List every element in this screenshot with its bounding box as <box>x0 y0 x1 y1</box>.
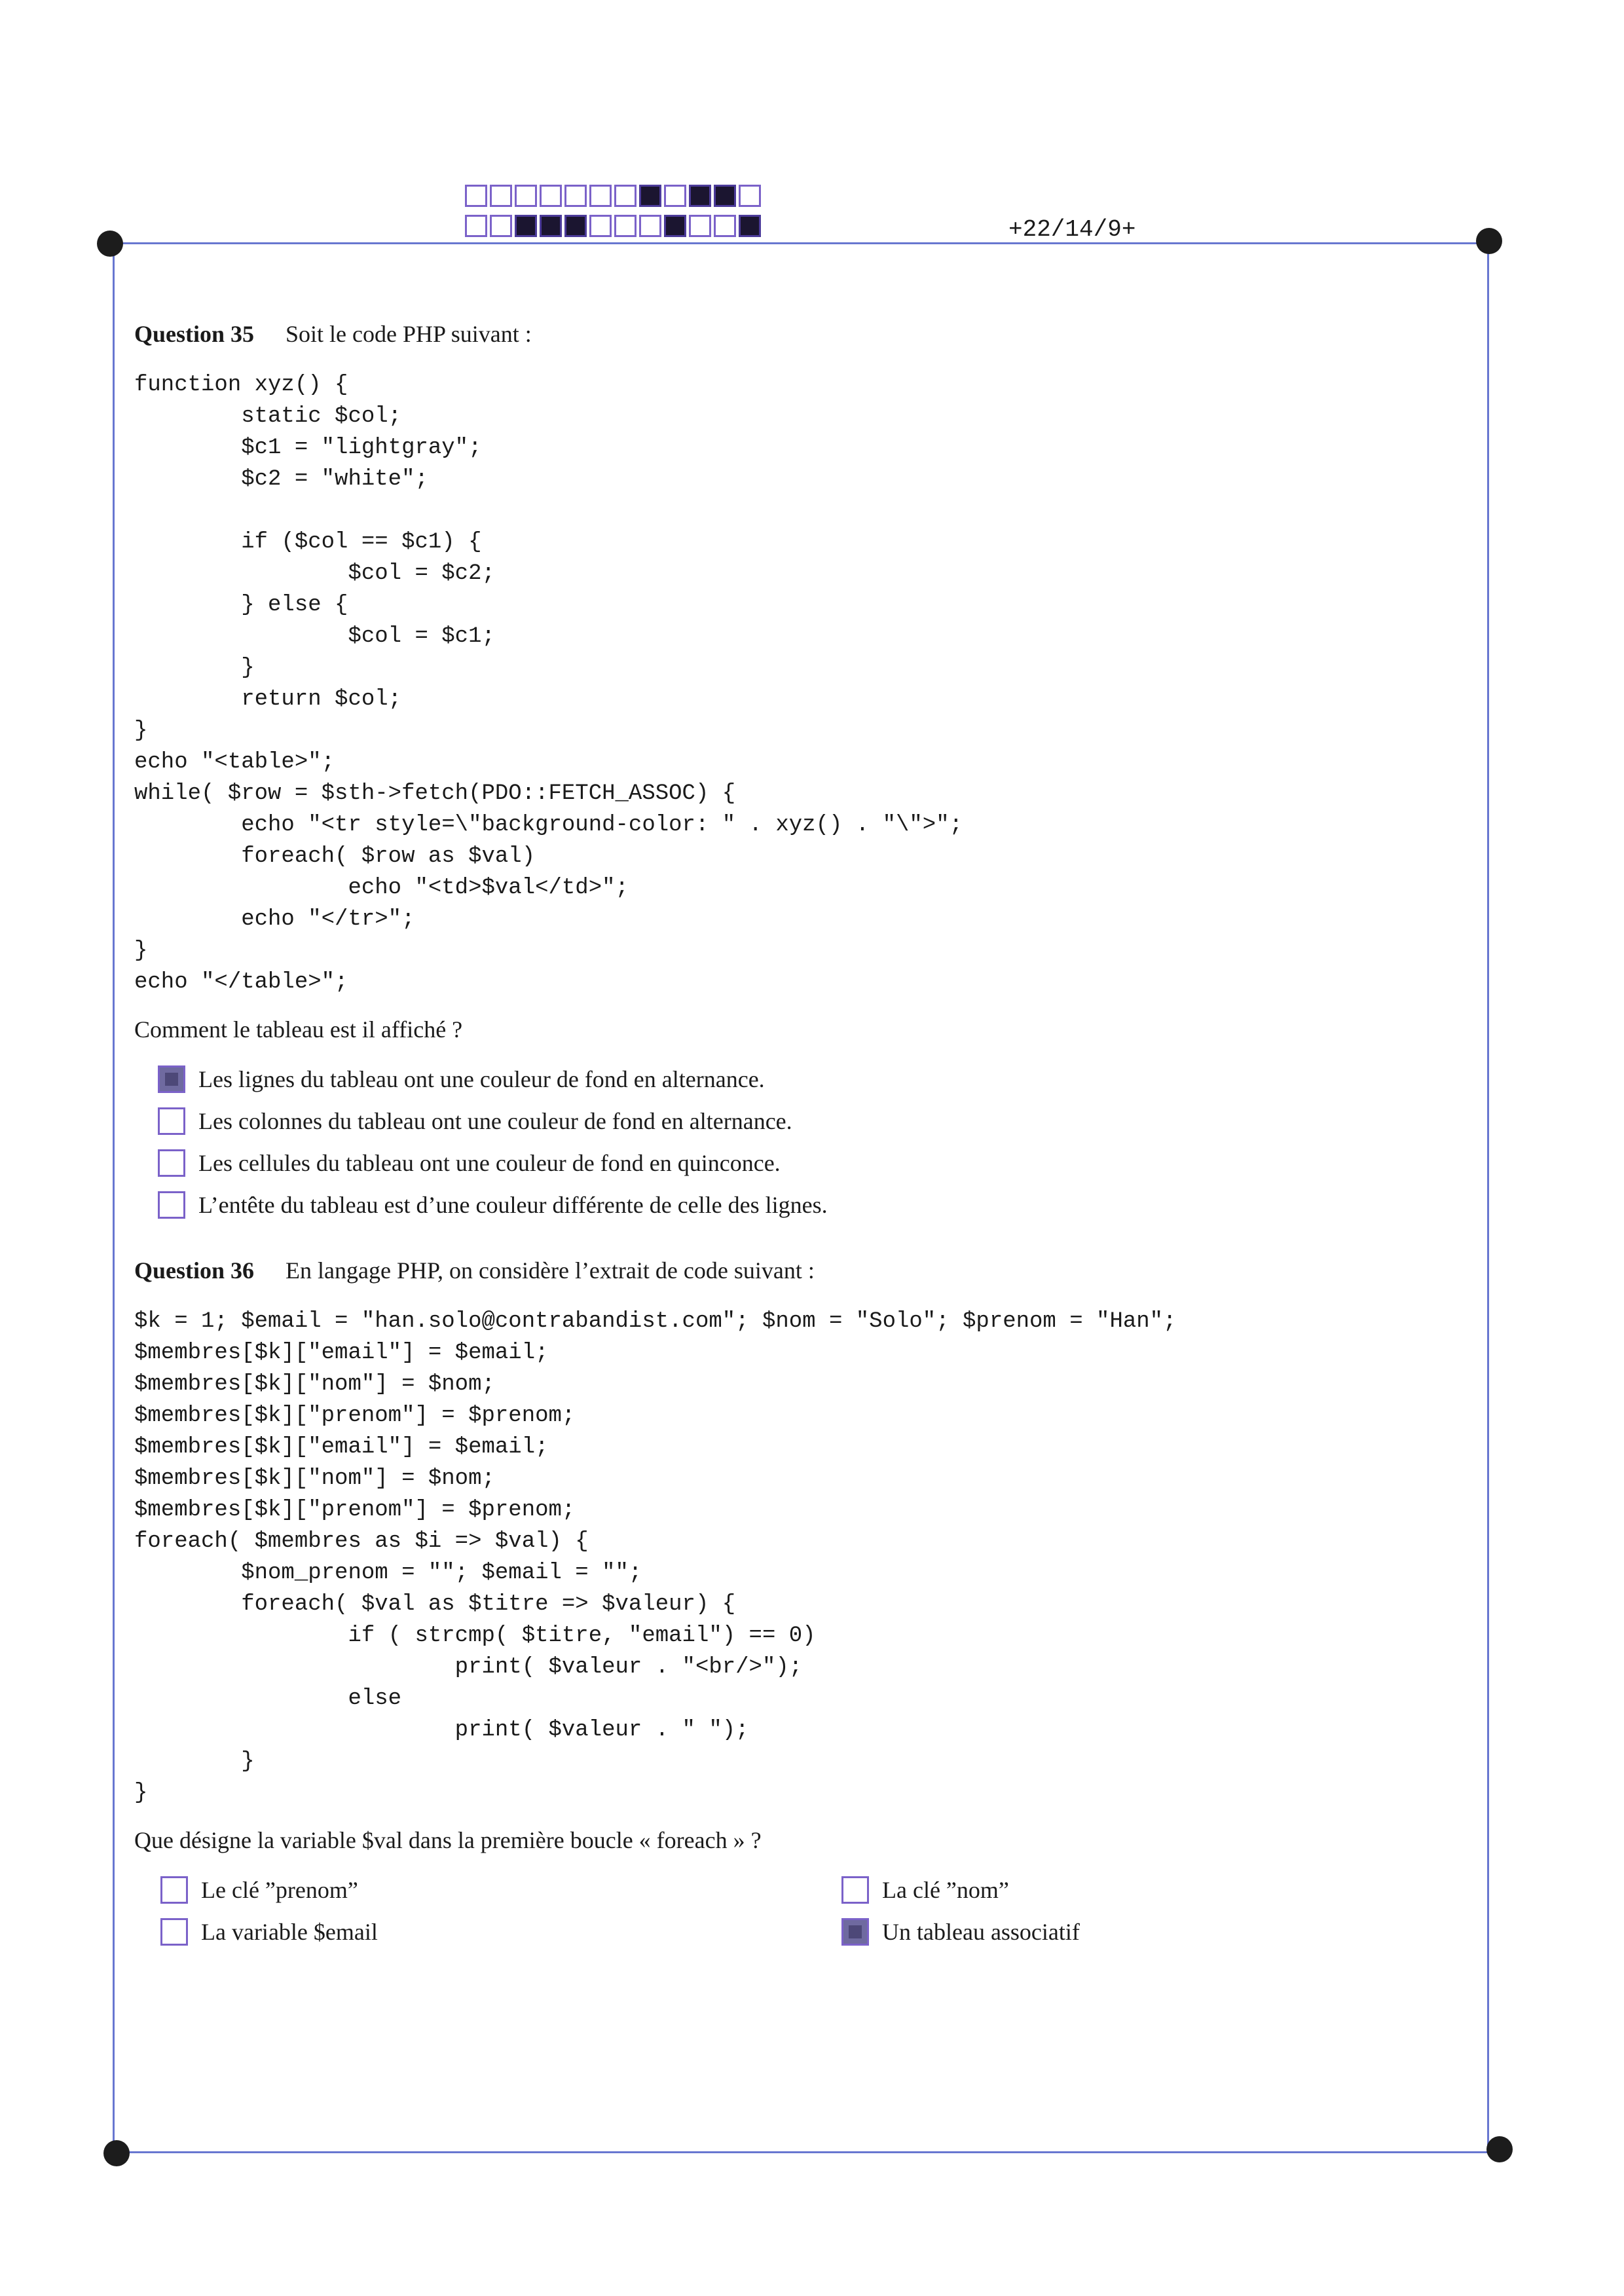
corner-marker-top-right <box>1476 228 1502 254</box>
question-36-intro: En langage PHP, on considère l’extrait de code suivant : <box>286 1257 815 1284</box>
answer-text: Un tableau associatif <box>882 1919 1080 1945</box>
answer-checkbox[interactable] <box>841 1918 869 1946</box>
question-36-prompt: Que désigne la variable $val dans la première boucle « foreach » ? <box>134 1827 762 1853</box>
id-code-box <box>664 215 686 237</box>
answer-text: L’entête du tableau est d’une couleur différente de celle des lignes. <box>198 1192 828 1218</box>
answer-text: Les cellules du tableau ont une couleur de fond en quinconce. <box>198 1150 781 1176</box>
corner-marker-top-left <box>97 231 123 257</box>
id-code-box <box>490 185 512 207</box>
answer-item[interactable] <box>841 1911 1431 1953</box>
corner-marker-bottom-left <box>103 2140 130 2166</box>
question-36 <box>134 1255 1431 1953</box>
question-35-code: function xyz() { static $col; $c1 = "lightgray"; $c2 = "white"; if ($col == $c1) { $col = $c2; } else { $col = $c1; } return $col; } echo "<table>"; while( $row = $sth->fetch(PDO::FETCH_ASSOC) { echo "<tr style=\"background-color: " . xyz() . "\">"; foreach( $row as $val) echo "<td>$val</td>"; echo "</tr>"; } echo "</table>"; <box>134 373 963 995</box>
id-code-box <box>465 185 487 207</box>
answer-item[interactable] <box>160 1911 841 1953</box>
id-code-box <box>515 215 537 237</box>
question-36-answers <box>160 1869 1431 1953</box>
id-code-box <box>739 185 761 207</box>
id-code-box <box>490 215 512 237</box>
id-code-row-2 <box>465 215 764 237</box>
question-36-label: Question 36 <box>134 1257 255 1284</box>
question-36-header <box>134 1255 1431 1286</box>
id-code-box <box>564 185 587 207</box>
id-code-box <box>540 215 562 237</box>
id-code-box <box>664 185 686 207</box>
question-35 <box>134 318 963 1226</box>
corner-marker-bottom-right <box>1486 2136 1513 2162</box>
id-code-box <box>564 215 587 237</box>
question-35-label: Question 35 <box>134 321 255 347</box>
answer-text: Le clé ”prenom” <box>201 1877 358 1903</box>
question-35-header <box>134 318 963 350</box>
question-36-code: $k = 1; $email = "han.solo@contrabandist.com"; $nom = "Solo"; $prenom = "Han"; $membres[$k]["email"] = $email; $membres[$k]["nom"] = $nom; $membres[$k]["prenom"] = $prenom; $membres[$k]["email"] = $email; $membres[$k]["nom"] = $nom; $membres[$k]["prenom"] = $prenom; foreach( $membres as $i => $val) { $nom_prenom = ""; $email = ""; foreach( $val as $titre => $valeur) { if ( strcmp( $titre, "email") == 0) print( $valeur . "<br/>"); else print( $valeur . " "); } } <box>134 1309 1177 1805</box>
id-code-box <box>540 185 562 207</box>
answer-item[interactable] <box>160 1869 841 1911</box>
id-code-box <box>614 215 637 237</box>
id-code-box <box>639 215 661 237</box>
id-code-box <box>714 185 736 207</box>
id-code-box <box>739 215 761 237</box>
id-code-box <box>589 185 612 207</box>
question-35-answers <box>158 1058 963 1226</box>
answer-item[interactable] <box>158 1100 963 1142</box>
answer-text: La clé ”nom” <box>882 1877 1009 1903</box>
page-code: +22/14/9+ <box>1008 216 1136 243</box>
id-code-box <box>465 215 487 237</box>
answer-item[interactable] <box>158 1058 963 1100</box>
answer-checkbox[interactable] <box>158 1149 185 1177</box>
id-code-box <box>589 215 612 237</box>
answer-checkbox[interactable] <box>160 1918 188 1946</box>
question-35-intro: Soit le code PHP suivant : <box>286 321 532 347</box>
id-code-box <box>614 185 637 207</box>
id-code-box <box>689 185 711 207</box>
question-35-prompt: Comment le tableau est il affiché ? <box>134 1016 463 1043</box>
id-code-box <box>714 215 736 237</box>
answer-checkbox[interactable] <box>158 1065 185 1093</box>
id-code-row-1 <box>465 185 764 207</box>
answer-checkbox[interactable] <box>841 1876 869 1904</box>
id-code-box <box>515 185 537 207</box>
answer-item[interactable] <box>841 1869 1431 1911</box>
id-code-box <box>639 185 661 207</box>
answer-checkbox[interactable] <box>160 1876 188 1904</box>
answer-checkbox[interactable] <box>158 1107 185 1135</box>
answer-text: La variable $email <box>201 1919 378 1945</box>
id-code-box <box>689 215 711 237</box>
answer-item[interactable] <box>158 1142 963 1184</box>
answer-text: Les colonnes du tableau ont une couleur de fond en alternance. <box>198 1108 792 1134</box>
answer-text: Les lignes du tableau ont une couleur de fond en alternance. <box>198 1066 765 1092</box>
answer-checkbox[interactable] <box>158 1191 185 1219</box>
answer-item[interactable] <box>158 1184 963 1226</box>
